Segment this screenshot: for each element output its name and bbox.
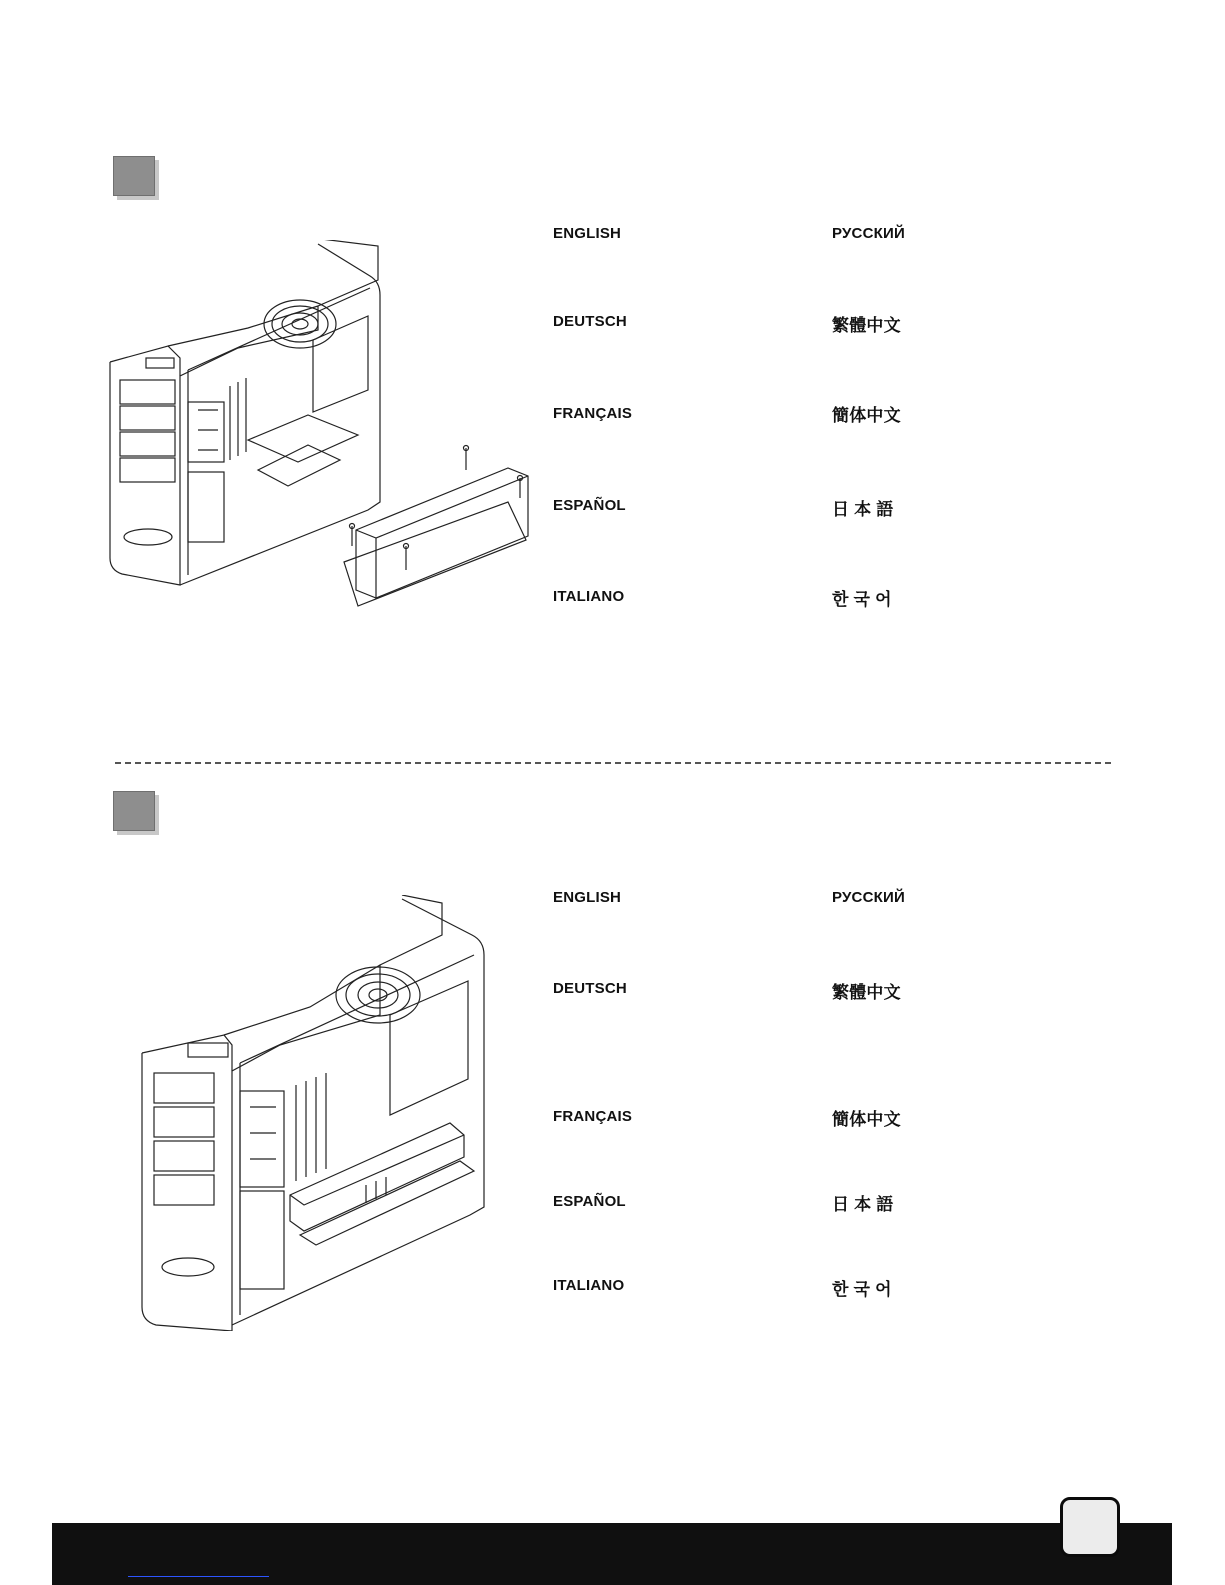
lang-label-russian: РУССКИЙ	[832, 225, 905, 242]
lang-label-simplified-chinese: 簡体中文	[832, 1110, 901, 1129]
lang-label-russian: РУССКИЙ	[832, 889, 905, 906]
lang-label-italiano: ITALIANO	[553, 1277, 625, 1294]
lang-label-english: ENGLISH	[553, 889, 622, 906]
case-illustration-step-1	[108, 240, 540, 620]
page-number-badge	[1060, 1497, 1120, 1557]
case-illustration-step-2	[140, 895, 492, 1331]
lang-label-traditional-chinese: 繁體中文	[832, 316, 901, 335]
lang-label-deutsch: DEUTSCH	[553, 980, 627, 997]
lang-label-francais: FRANÇAIS	[553, 1108, 633, 1125]
lang-label-deutsch: DEUTSCH	[553, 313, 627, 330]
lang-label-espanol: ESPAÑOL	[553, 497, 626, 514]
lang-label-francais: FRANÇAIS	[553, 405, 633, 422]
lang-label-espanol: ESPAÑOL	[553, 1193, 626, 1210]
step-2-marker	[113, 791, 155, 831]
lang-label-english: ENGLISH	[553, 225, 622, 242]
section-divider	[115, 762, 1111, 764]
lang-label-simplified-chinese: 簡体中文	[832, 406, 901, 425]
lang-label-traditional-chinese: 繁體中文	[832, 983, 901, 1002]
lang-label-japanese: 日 本 語	[832, 1195, 894, 1214]
lang-label-italiano: ITALIANO	[553, 588, 625, 605]
lang-label-japanese: 日 本 語	[832, 500, 894, 519]
lang-label-korean: 한 국 어	[832, 590, 892, 609]
step-1-marker	[113, 156, 155, 196]
footer-link[interactable]	[128, 1576, 269, 1577]
lang-label-korean: 한 국 어	[832, 1280, 892, 1299]
